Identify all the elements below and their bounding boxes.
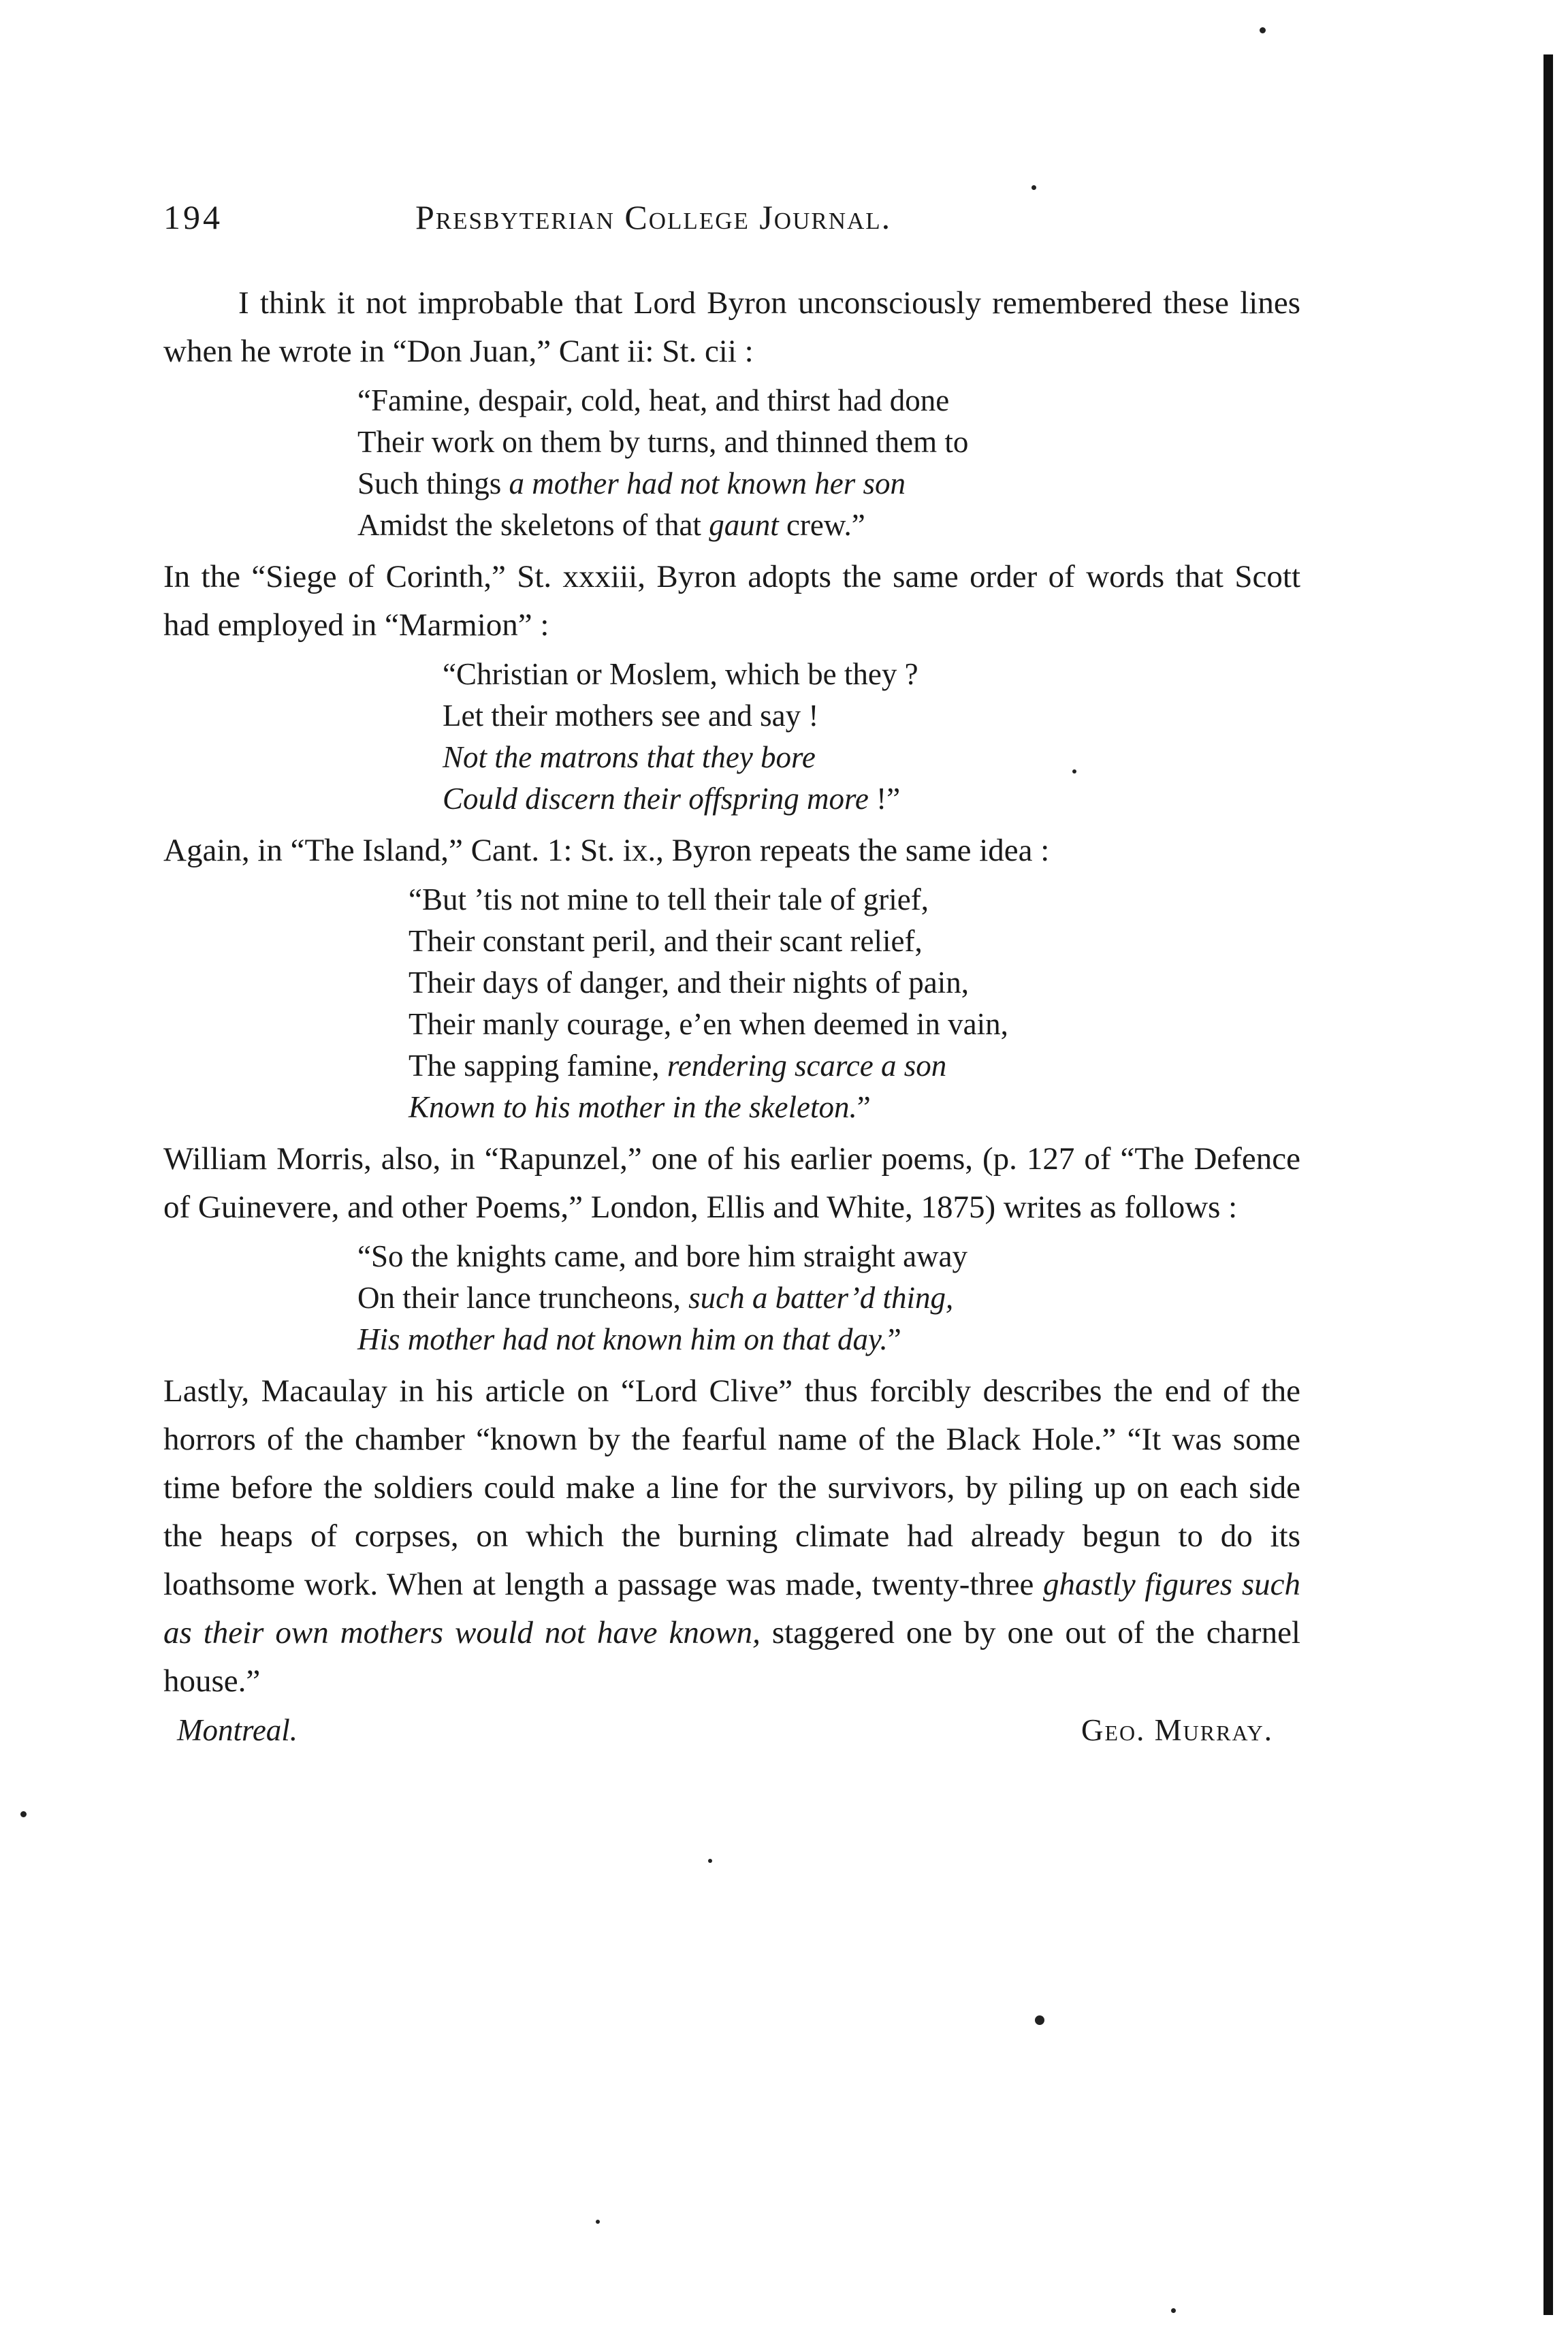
text-run: “Christian or Moslem, which be they ? <box>443 657 918 691</box>
verse-line <box>409 879 1300 921</box>
text-run: crew.” <box>778 508 865 542</box>
text-run: The sapping famine, <box>409 1049 667 1083</box>
paragraph <box>163 279 1300 376</box>
verse-quote <box>163 879 1300 1128</box>
verse-line <box>409 1045 1300 1087</box>
text-run: !” <box>868 782 901 816</box>
italic-text: such a batter’d thing, <box>688 1281 954 1315</box>
verse-line <box>443 778 1300 820</box>
page-header <box>163 197 1035 252</box>
text-run: “So the knights came, and bore him straight away <box>357 1239 968 1273</box>
text-run: Their constant peril, and their scant relief, <box>409 924 923 958</box>
text-run: Their days of danger, and their nights of pain, <box>409 965 969 1000</box>
print-speck <box>1072 769 1076 773</box>
verse-quote <box>163 1236 1300 1360</box>
verse-line <box>357 380 1300 421</box>
verse-line <box>357 1319 1300 1360</box>
text-run: In the “Siege of Corinth,” St. xxxiii, Byron adopts the same order of words that Scott had employed in “Marmion” : <box>163 559 1300 643</box>
italic-text: rendering scarce a son <box>667 1049 947 1083</box>
text-run: Again, in “The Island,” Cant. 1: St. ix., Byron repeats the same idea : <box>163 833 1050 868</box>
running-head: Presbyterian College Journal. <box>415 198 892 236</box>
italic-text: gaunt <box>709 508 779 542</box>
print-speck <box>708 1859 712 1863</box>
print-speck <box>20 1811 27 1817</box>
verse-line <box>443 695 1300 737</box>
print-speck <box>1260 27 1266 33</box>
text-run: ” <box>857 1090 871 1124</box>
paragraph <box>163 1367 1300 1706</box>
verse-line <box>409 1004 1300 1045</box>
page-edge-shadow <box>1543 54 1553 2315</box>
verse-quote <box>163 654 1300 820</box>
text-run: Amidst the skeletons of that <box>357 508 709 542</box>
italic-text: Could discern their offspring more <box>443 782 869 816</box>
text-run: ” <box>887 1322 901 1356</box>
verse-line <box>357 463 1300 505</box>
text-run: I think it not improbable that Lord Byron unconsciously remembered these lines when he wrote in “Don Juan,” Cant ii: St. cii : <box>163 285 1300 369</box>
page-number: 194 <box>163 198 223 236</box>
verse-line <box>443 654 1300 695</box>
text-run: “But ’tis not mine to tell their tale of grief, <box>409 882 929 916</box>
verse-line <box>443 737 1300 778</box>
text-run: Their work on them by turns, and thinned them to <box>357 425 969 459</box>
paragraph <box>163 1135 1300 1232</box>
text-run: Lastly, Macaulay in his article on “Lord Clive” thus forcibly describes the end of the horrors of the chamber “known by the fearful name of the Black Hole.” “It was some time before the soldiers could make a line for the survivors, by piling up on each side the heaps of corpses, on which the burning climate had already begun to do its loathsome work. When at length a passage was made, twenty-three <box>163 1373 1300 1602</box>
italic-text: Not the matrons that they bore <box>443 740 816 774</box>
verse-line <box>357 421 1300 463</box>
print-speck <box>1031 185 1036 190</box>
text-run: Let their mothers see and say ! <box>443 699 819 733</box>
verse-line <box>357 1277 1300 1319</box>
verse-line <box>409 1087 1300 1128</box>
signature-place: Montreal. <box>177 1713 298 1747</box>
print-speck <box>1171 2308 1176 2313</box>
verse-quote <box>163 380 1300 546</box>
verse-line <box>409 962 1300 1004</box>
text-run: Such things <box>357 466 509 500</box>
italic-text: a mother had not known her son <box>509 466 906 500</box>
text-run: William Morris, also, in “Rapunzel,” one of his earlier poems, (p. 127 of “The Defence of Guinevere, and other Poems,” London, Ellis and White, 1875) writes as follows : <box>163 1141 1300 1225</box>
italic-text: Known to his mother in the skeleton. <box>409 1090 857 1124</box>
signature-author: Geo. Murray. <box>1081 1713 1273 1747</box>
verse-line <box>357 505 1300 546</box>
print-speck <box>596 2220 600 2224</box>
verse-line <box>409 921 1300 962</box>
paragraph <box>163 827 1300 875</box>
text-run: On their lance truncheons, <box>357 1281 689 1315</box>
italic-text: ghastly figures such as their own mothers would not have known, <box>163 1567 1301 1650</box>
italic-text: His mother had not known him on that day. <box>357 1322 888 1356</box>
text-run: “Famine, despair, cold, heat, and thirst had done <box>357 383 950 417</box>
text-run: Their manly courage, e’en when deemed in vain, <box>409 1007 1008 1041</box>
article-text <box>163 279 1300 1767</box>
text-run: staggered one by one out of the charnel house.” <box>163 1615 1300 1699</box>
print-speck <box>1035 2015 1044 2025</box>
paragraph <box>163 553 1300 650</box>
verse-line <box>357 1236 1300 1277</box>
signature-line <box>163 1712 1300 1767</box>
